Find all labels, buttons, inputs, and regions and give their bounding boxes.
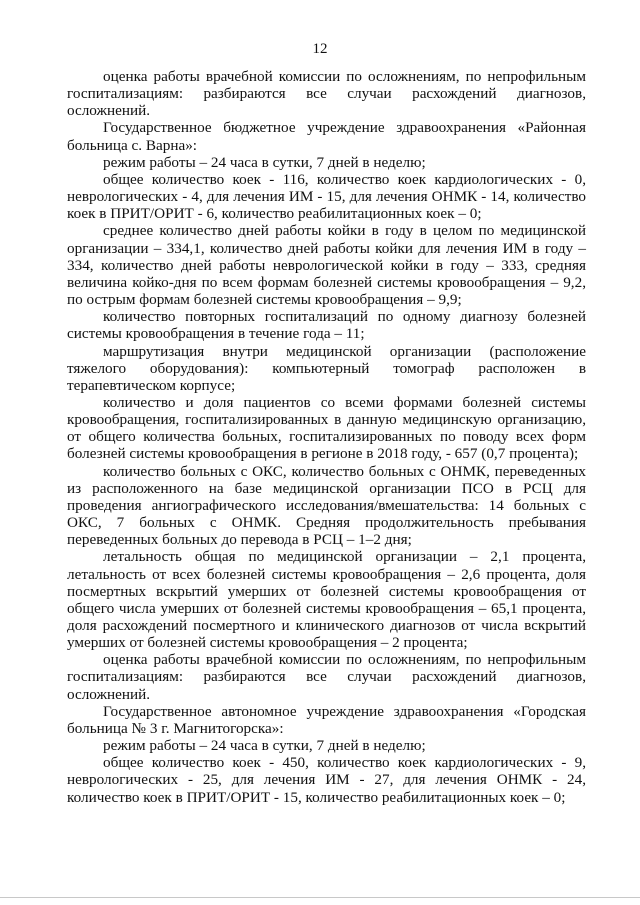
- paragraph-bed-count-1: общее количество коек - 116, количество коек кардиологических - 0, неврологических - 4, для лечения ИМ - 15, для лечения ОНМК - 14, количество коек в ПРИТ/ОРИТ - 6, количество реабилитационных коек – 0;: [67, 170, 586, 223]
- paragraph-transfers: количество больных с ОКС, количество больных с ОНМК, переведенных из расположенного на базе медицинской организации ПСО в РСЦ для проведения ангиографического исследования/вмешательства: 14 больных с ОКС, 7 больных с ОНМК. Средняя продолжительность пребывания переведенных больных до перевода в РСЦ – 1–2 дня;: [67, 462, 586, 549]
- page-number: 12: [312, 41, 328, 57]
- paragraph-commission-assessment-1: оценка работы врачебной комиссии по осложнениям, по непрофильным госпитализациям: разбираются все случаи расхождений диагнозов, осложнений.: [67, 68, 586, 120]
- paragraph-varna-hospital-heading: Государственное бюджетное учреждение здравоохранения «Районная больница с. Варна»:: [67, 119, 586, 154]
- paragraph-magnitogorsk-hospital-heading: Государственное автономное учреждение здравоохранения «Городская больница № 3 г. Магнитогорска»:: [67, 702, 586, 737]
- paragraph-patient-share: количество и доля пациентов со всеми формами болезней системы кровообращения, госпитализированных в данную медицинскую организацию, от общего количества больных, госпитализированных по поводу всех форм болезней системы кровообращения в регионе в 2018 году, - 657 (0,7 процента);: [67, 393, 586, 463]
- paragraph-repeat-hospitalizations: количество повторных госпитализаций по одному диагнозу болезней системы кровообращения в течение года – 11;: [67, 308, 586, 343]
- paragraph-routing: маршрутизация внутри медицинской организации (расположение тяжелого оборудования): компьютерный томограф расположен в терапевтическом корпусе;: [67, 342, 586, 394]
- paragraph-operating-mode-2: режим работы – 24 часа в сутки, 7 дней в неделю;: [103, 737, 426, 755]
- paragraph-commission-assessment-2: оценка работы врачебной комиссии по осложнениям, по непрофильным госпитализациям: разбираются все случаи расхождений диагнозов, осложнений.: [67, 651, 586, 703]
- paragraph-bed-days-1: среднее количество дней работы койки в году в целом по медицинской организации – 334,1, количество дней работы койки для лечения ИМ в году – 334, количество дней работы неврологической койки в году – 333, средняя величина койко-дня по всем формам болезней системы кровообращения – 9,2, по острым формам болезней системы кровообращения – 9,9;: [67, 222, 586, 309]
- paragraph-mortality: летальность общая по медицинской организации – 2,1 процента, летальность от всех болезней системы кровообращения – 2,6 процента, доля посмертных вскрытий умерших от болезней системы кровообращения от общего числа умерших от болезней системы кровообращения – 65,1 процента, доля расхождений посмертного и клинического диагнозов от числа вскрытий умерших от болезней системы кровообращения – 2 процента;: [67, 548, 586, 652]
- page-bottom-edge: [0, 897, 640, 898]
- paragraph-bed-count-2: общее количество коек - 450, количество коек кардиологических - 9, неврологических - 25, для лечения ИМ - 27, для лечения ОНМК - 24, количество коек в ПРИТ/ОРИТ - 15, количество реабилитационных коек – 0;: [67, 754, 586, 806]
- document-body: [67, 68, 586, 806]
- paragraph-operating-mode-1: режим работы – 24 часа в сутки, 7 дней в неделю;: [103, 153, 426, 171]
